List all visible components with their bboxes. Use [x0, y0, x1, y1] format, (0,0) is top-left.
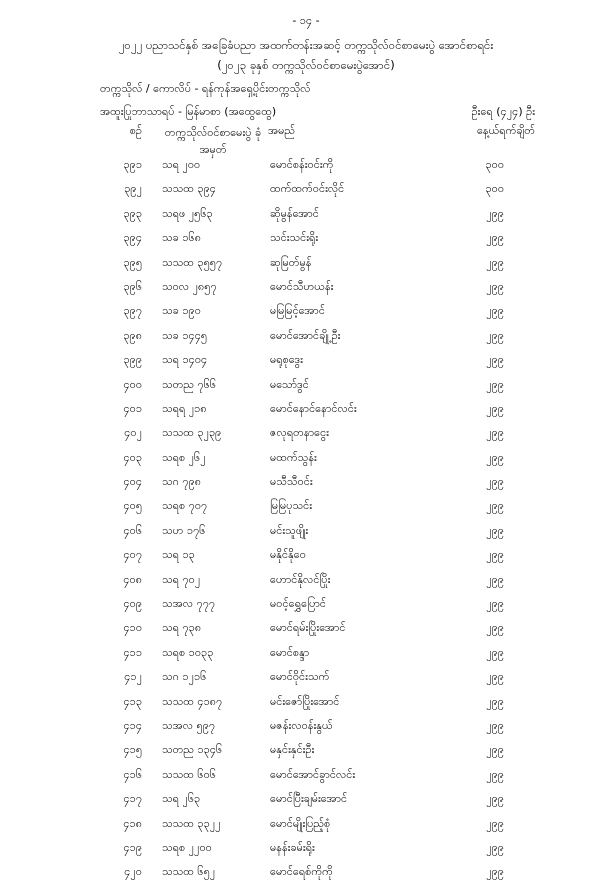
row-value: ၂၉၉: [486, 743, 504, 757]
row-number: ၄၀၆: [123, 523, 142, 537]
table-row: [0, 207, 612, 231]
row-number: ၄၂၀: [124, 865, 142, 879]
roll-number: သရရ ၂၁၈: [162, 401, 207, 415]
student-name: မသီသီဝင်း: [270, 475, 313, 489]
row-number: ၄၀၄: [123, 475, 142, 489]
column-header-name: အမည်: [268, 124, 296, 137]
student-name: သင်းသင်းရိုး: [270, 231, 319, 245]
student-name: မနန်းခမ်းရိုး: [270, 840, 315, 854]
table-row: [0, 402, 612, 426]
roll-number: သရစ ၇၀၇: [162, 499, 208, 513]
row-value: ၂၉၉: [486, 670, 504, 684]
student-name: မဇန်းလဝန်းနွယ်: [270, 718, 333, 732]
table-row: [0, 524, 612, 548]
student-name: မောင်အောင်ချို့ဦး: [270, 328, 341, 342]
row-value: ၂၉၉: [486, 572, 504, 586]
row-value: ၂၉၉: [486, 718, 504, 732]
row-value: ၂၉၉: [486, 279, 504, 293]
student-name: ဇလုရတနာငွေး: [270, 426, 329, 440]
roll-number: သရ ၁၃: [162, 548, 195, 562]
major-label: အထူးပြုဘာသာရပ် - မြန်မာစာ (အထွေထွေ): [100, 105, 277, 118]
row-value: ၂၉၉: [486, 621, 504, 635]
student-name: ဟောင်နိုလင်ပြိုး: [270, 572, 331, 586]
roll-number: သရစ ၂၂၀၀: [162, 840, 212, 854]
roll-number: သဂ ၁၂၁၆: [162, 670, 207, 684]
row-number: ၄၀၁: [123, 401, 142, 415]
column-header-no: စဉ်: [129, 124, 142, 137]
row-number: ၄၁၈: [123, 816, 142, 830]
student-name: မနှင်းနှင်းဦး: [270, 743, 315, 757]
column-header-date: နေ့ယ်ရက်ချိတ်: [476, 124, 535, 137]
row-number: ၃၉၆: [123, 279, 142, 293]
row-value: ၂၉၉: [486, 865, 504, 879]
row-value: ၂၉၉: [486, 255, 504, 269]
student-name: မထက်သွန်း: [270, 450, 317, 464]
student-name: မောင်စန္ဒာ: [270, 645, 310, 659]
table-row: [0, 865, 612, 889]
row-value: ၂၉၉: [486, 767, 504, 781]
student-name: မောင်အောင်ခွာင်လင်း: [270, 767, 356, 781]
document-title: ၂၀၂၂ ပညာသင်နှစ် အခြေခံပညာ အထက်တန်းအဆင့် တက္ကသိုလ်ဝင်စာမေးပွဲ အောင်စာရင်း: [118, 38, 494, 52]
row-value: ၂၉၉: [486, 450, 504, 464]
table-row: [0, 231, 612, 255]
student-name: မောင်ရမ်းပြိုးအောင်: [270, 621, 346, 635]
table-row: [0, 329, 612, 353]
table-row: [0, 719, 612, 743]
row-value: ၂၉၉: [486, 523, 504, 537]
row-number: ၃၉၂: [124, 182, 142, 196]
row-value: ၃၀၀: [485, 158, 504, 171]
table-row: [0, 353, 612, 377]
row-number: ၄၀၂: [124, 426, 142, 440]
roll-number: သခ ၁၉၀: [162, 304, 201, 318]
row-number: ၄၁၉: [123, 840, 142, 854]
table-row: [0, 475, 612, 499]
results-table: [0, 158, 612, 890]
page-number: - ၁၄ -: [292, 14, 320, 27]
table-row: [0, 499, 612, 523]
row-value: ၂၉၉: [486, 792, 504, 806]
row-number: ၄၁၇: [123, 792, 142, 806]
roll-number: သဂ ၇၉၈: [162, 475, 202, 489]
table-row: [0, 548, 612, 572]
row-number: ၄၁၁: [123, 645, 142, 659]
row-number: ၄၁၅: [123, 743, 142, 757]
row-number: ၃၉၉: [123, 353, 142, 367]
roll-number: သဟ ၁၇၆: [162, 523, 206, 537]
row-value: ၂၉၉: [486, 816, 504, 830]
row-value: ၂၉၉: [486, 645, 504, 659]
row-value: ၂၉၉: [486, 499, 504, 513]
student-name: မင်းဇော်ပြိုးအောင်: [270, 694, 340, 708]
roll-number: သသထ ၃၉၄: [162, 182, 216, 196]
student-name: မောင်ပြီးချမ်းအောင်: [270, 792, 348, 806]
student-name: ဆုမြတ်မွန်: [270, 255, 312, 269]
table-row: [0, 304, 612, 328]
roll-number: သခ ၁၆၈: [162, 231, 201, 245]
row-value: ၃၀၀: [485, 182, 504, 196]
roll-number: သရ ၇၀၂: [162, 572, 201, 586]
roll-number: သသထ ၃၅၅၇: [162, 255, 223, 269]
student-name: မသော်ဒွင်: [270, 377, 309, 391]
row-value: ၂၉၉: [486, 840, 504, 854]
student-name: မဝင့်ရွှေပြောင်: [270, 597, 326, 611]
row-number: ၃၉၈: [123, 328, 142, 342]
roll-number: သရဖ ၂၅၆၃: [162, 206, 213, 220]
student-name: ထက်ထက်ဝင်းလိုင်: [270, 182, 345, 196]
table-row: [0, 670, 612, 694]
table-row: [0, 621, 612, 645]
row-value: ၂၉၉: [486, 548, 504, 562]
row-number: ၄၀၉: [123, 597, 142, 611]
roll-number: သရစ ၁၀၃၃: [162, 645, 214, 659]
table-row: [0, 426, 612, 450]
roll-number: သသထ ၆၅၂: [162, 865, 216, 879]
roll-number: သရ ၁၄၀၄: [162, 353, 208, 367]
row-value: ၂၉၉: [486, 597, 504, 611]
table-row: [0, 841, 612, 865]
table-row: [0, 573, 612, 597]
roll-number: သခ ၁၄၄၅: [162, 328, 208, 342]
table-row: [0, 378, 612, 402]
row-number: ၄၁၆: [123, 767, 142, 781]
row-number: ၄၁၂: [124, 670, 142, 684]
roll-number: သတည ၁၃၄၆: [162, 743, 223, 757]
row-value: ၂၉၉: [486, 377, 504, 391]
table-row: [0, 695, 612, 719]
row-number: ၄၀၀: [123, 377, 142, 391]
roll-number: သအလ ၅၉၇: [162, 718, 216, 732]
row-value: ၂၉၉: [486, 694, 504, 708]
row-number: ၃၉၄: [123, 231, 142, 245]
student-name: မောင်သီဟယန်း: [270, 279, 334, 293]
roll-number: သသထ ၆၀၆: [162, 767, 216, 781]
table-row: [0, 792, 612, 816]
row-number: ၃၉၇: [123, 304, 142, 318]
row-number: ၃၉၁: [123, 158, 142, 171]
roll-number: သရစ ၂၆၂: [162, 450, 206, 464]
table-row: [0, 817, 612, 841]
student-name: မောင်ရေစ်ကိုကို: [270, 865, 333, 879]
student-name: မောင်ဝိုင်းသက်: [270, 670, 330, 684]
row-number: ၄၁၄: [123, 718, 142, 732]
roll-number: သရ ၂၆၃: [162, 792, 201, 806]
row-value: ၂၉၉: [486, 475, 504, 489]
table-row: [0, 646, 612, 670]
roll-number: သသထ ၄၁၈၇: [162, 694, 223, 708]
roll-number: သရ ၇၃၈: [162, 621, 202, 635]
row-number: ၄၀၅: [123, 499, 142, 513]
row-number: ၄၀၃: [123, 450, 142, 464]
row-value: ၂၉၉: [486, 353, 504, 367]
row-number: ၄၀၇: [123, 548, 142, 562]
table-row: [0, 597, 612, 621]
roll-number: သရ ၂၀၀: [162, 158, 201, 171]
table-row: [0, 280, 612, 304]
count-label: ဦးရေ (၄၂၄) ဦး: [471, 105, 535, 118]
table-row: [0, 256, 612, 280]
roll-number: သတည ၇၆၆: [162, 377, 217, 391]
table-row: [0, 743, 612, 767]
roll-number: သဝလ ၂၈၅၇: [162, 279, 217, 293]
student-name: မမြမြင့်အောင်: [270, 304, 325, 318]
row-number: ၄၀၈: [123, 572, 142, 586]
column-header-roll: တက္ကသိုလ်ဝင်စာမေးပွဲ ခုံအမှတ်: [164, 126, 262, 156]
table-row: [0, 451, 612, 475]
row-value: ၂၉၉: [486, 304, 504, 318]
row-number: ၃၉၃: [123, 206, 142, 220]
student-name: မင်းသူဖျိုး: [270, 523, 309, 537]
student-name: မောင်နောင်နောင်လင်း: [270, 401, 357, 415]
row-number: ၃၉၅: [123, 255, 142, 269]
student-name: မောင်မျိုးပြည့်စုံ: [270, 816, 331, 830]
roll-number: သသထ ၃၃၂၂: [162, 816, 221, 830]
university-label: တက္ကသိုလ် / ကောလိပ် - ရန်ကုန်အရှေ့ပိုင်းတက္ကသိုလ်: [100, 82, 311, 95]
student-name: မနိုင်နိုဝေ: [270, 548, 306, 562]
row-value: ၂၉၉: [486, 401, 504, 415]
student-name: မရုစုဒွေး: [270, 353, 303, 367]
row-number: ၄၁၃: [123, 694, 142, 708]
document-subtitle: (၂၀၂၃ ခုနှစ် တက္ကသိုလ်ဝင်စာမေးပွဲအောင်): [217, 58, 395, 72]
student-name: မြမြပုသင်း: [270, 499, 313, 513]
row-value: ၂၉၉: [486, 231, 504, 245]
table-row: [0, 158, 612, 182]
row-number: ၄၁၀: [123, 621, 142, 635]
table-row: [0, 182, 612, 206]
row-value: ၂၉၉: [486, 328, 504, 342]
table-row: [0, 768, 612, 792]
roll-number: သအလ ၇၇၇: [162, 597, 216, 611]
row-value: ၂၉၉: [486, 426, 504, 440]
student-name: မောင်စန်းဝင်းကို: [270, 158, 334, 171]
roll-number: သသထ ၃၂၃၉: [162, 426, 222, 440]
student-name: ဆိုမွန်အောင်: [270, 206, 319, 220]
row-value: ၂၉၉: [486, 206, 504, 220]
